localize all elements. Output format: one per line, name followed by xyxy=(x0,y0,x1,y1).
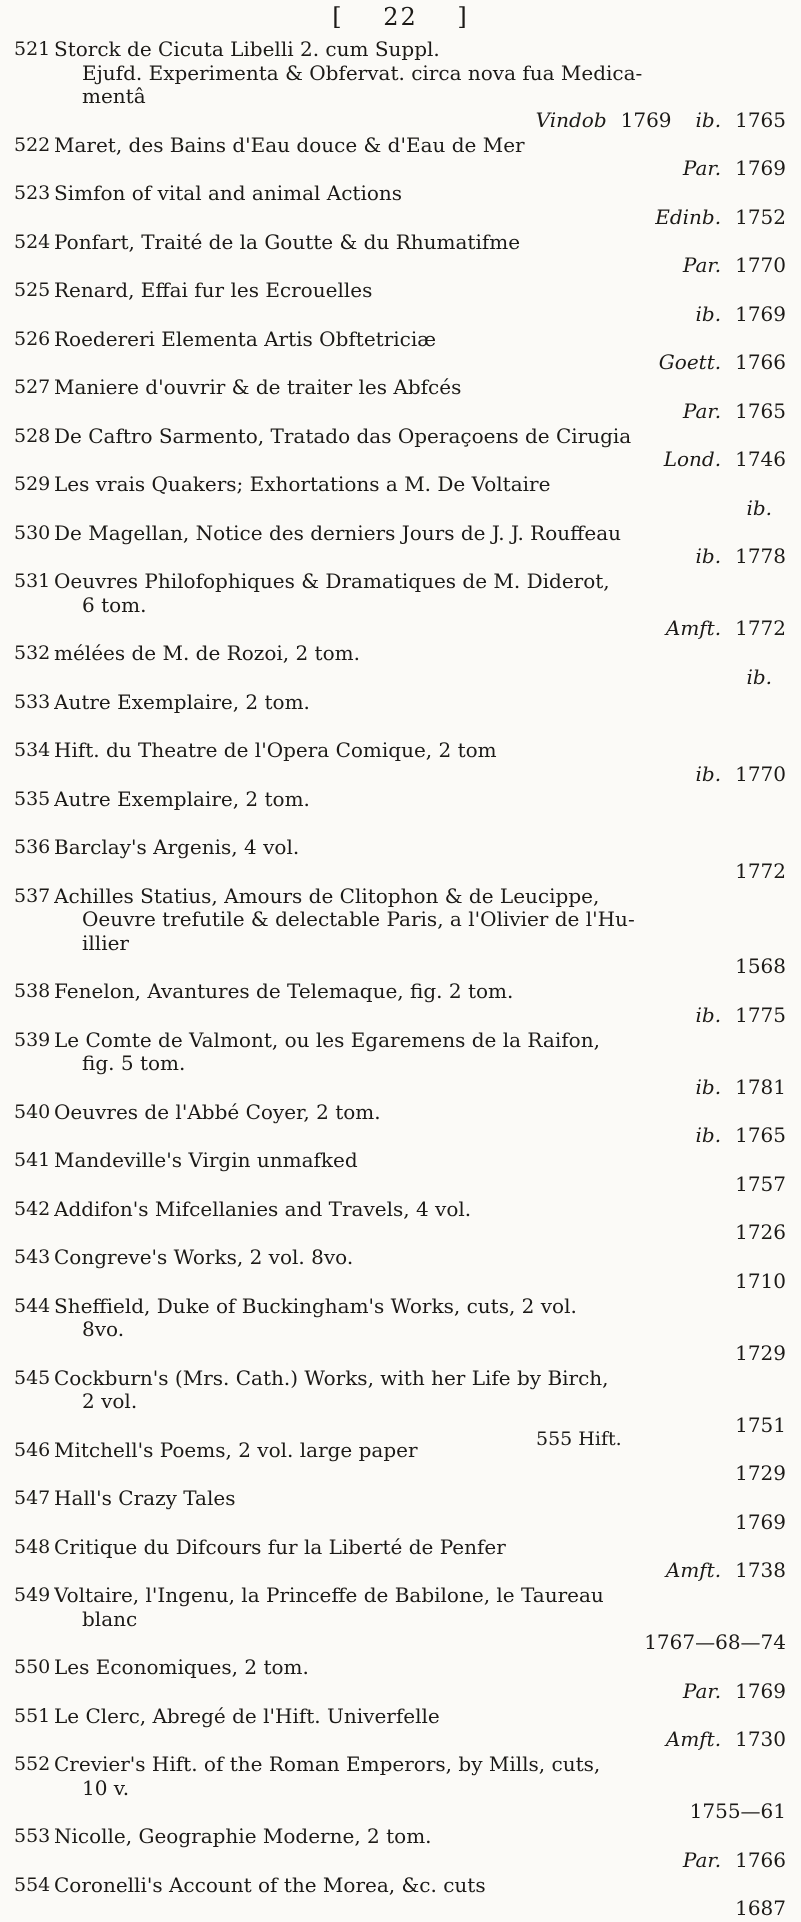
catalogue-entry xyxy=(14,788,790,835)
entry-title-line: De Caftro Sarmento, Tratado das Operaçoens de Cirugia xyxy=(54,424,632,448)
entry-title-line: Roedereri Elementa Artis Obftetriciæ xyxy=(54,327,437,351)
entry-title-line: Les vrais Quakers; Exhortations a M. De Voltaire xyxy=(54,473,551,496)
entry-title-line: illier xyxy=(82,931,129,955)
catalogue-entry xyxy=(14,1584,790,1655)
catalogue-entry xyxy=(14,1487,790,1534)
catalogue-entry xyxy=(14,1029,790,1100)
catalogue-entry xyxy=(14,1246,790,1293)
entry-date: 1765 xyxy=(735,399,786,423)
entry-imprint xyxy=(54,955,790,979)
entry-imprint xyxy=(54,1559,790,1583)
entry-number: 527 xyxy=(14,376,51,398)
entry-date: 1687 xyxy=(735,1897,786,1920)
catalogue-entry xyxy=(14,425,790,472)
entry-date: 1765 xyxy=(735,1124,786,1147)
catalogue-entry xyxy=(14,1295,790,1366)
entry-title-line: Autre Exemplaire, 2 tom. xyxy=(54,787,310,811)
entry-date: 1766 xyxy=(735,351,786,374)
catalogue-entry xyxy=(14,134,790,181)
entry-place: Amft. xyxy=(665,1559,722,1582)
entry-place: ib. xyxy=(695,1003,722,1027)
catalogue-entry xyxy=(14,376,790,423)
entry-title-line: Fenelon, Avantures de Telemaque, fig. 2 tom. xyxy=(54,980,514,1003)
entry-date: 1752 xyxy=(735,205,786,229)
entry-date: 1710 xyxy=(735,1269,786,1293)
entry-imprint xyxy=(54,666,790,690)
entry-number: 532 xyxy=(14,642,51,664)
entry-date: 1769 xyxy=(735,157,786,180)
entry-title-line: De Magellan, Notice des derniers Jours de J. J. Rouffeau xyxy=(54,521,622,545)
entry-title-line: Congreve's Works, 2 vol. 8vo. xyxy=(54,1246,354,1269)
entry-title-line: Hift. du Theatre de l'Opera Comique, 2 tom xyxy=(54,739,497,762)
entry-title-line: Addifon's Mifcellanies and Travels, 4 vol. xyxy=(54,1197,472,1221)
entry-imprint xyxy=(54,351,790,375)
entry-title-line: Coronelli's Account of the Morea, &c. cuts xyxy=(54,1873,486,1897)
entry-number: 530 xyxy=(14,521,51,544)
entry-title-line: Ejufd. Experimenta & Obfervat. circa nova fua Medica- xyxy=(82,61,643,85)
entry-date: 1781 xyxy=(735,1075,786,1099)
entry-number: 544 xyxy=(14,1294,51,1317)
entry-place: Lond. xyxy=(663,448,722,471)
entry-date: 1778 xyxy=(735,545,786,568)
catalogue-entry xyxy=(14,1705,790,1752)
entry-number: 539 xyxy=(14,1028,51,1051)
entry-imprint xyxy=(54,497,790,521)
entry-imprint xyxy=(54,206,790,230)
entry-date: 1772 xyxy=(735,859,786,883)
catalogue-entry xyxy=(14,739,790,786)
entry-date: 1769 xyxy=(735,302,786,326)
entry-date: 1757 xyxy=(735,1172,786,1196)
catalogue-entry xyxy=(14,1101,790,1148)
entry-title-line: fig. 5 tom. xyxy=(82,1052,186,1075)
entry-imprint xyxy=(54,1270,790,1294)
entry-number: 533 xyxy=(14,690,51,713)
entry-number: 524 xyxy=(14,230,51,253)
entry-number: 551 xyxy=(14,1704,51,1727)
entry-place: ib. xyxy=(695,762,722,786)
catalogue-entry xyxy=(14,473,790,520)
entry-title-line: 6 tom. xyxy=(82,593,147,617)
catalogue-entry xyxy=(14,1874,790,1921)
entry-imprint xyxy=(54,109,790,133)
entry-date: 1738 xyxy=(735,1559,786,1582)
entry-imprint xyxy=(54,1800,790,1824)
entry-imprint xyxy=(54,1462,790,1486)
catalogue-entry xyxy=(14,691,790,738)
entry-place: Par. xyxy=(682,157,722,180)
entry-imprint xyxy=(54,545,790,569)
entry-date-2: 1765 xyxy=(735,108,786,132)
entry-imprint xyxy=(54,1342,790,1366)
entry-number: 546 xyxy=(14,1438,51,1461)
entry-date: 1729 xyxy=(735,1462,786,1485)
entry-number: 553 xyxy=(14,1825,51,1847)
entry-title-line: 2 vol. xyxy=(82,1390,138,1413)
entry-number: 525 xyxy=(14,279,51,301)
entry-place: ib. xyxy=(695,1124,722,1147)
entry-date: 1729 xyxy=(735,1341,786,1365)
entry-title-line: 8vo. xyxy=(82,1318,125,1341)
entry-title-line: Critique du Difcours fur la Liberté de Penfer xyxy=(54,1535,506,1559)
entry-title-line: Renard, Effai fur les Ecrouelles xyxy=(54,279,373,302)
entry-number: 528 xyxy=(14,424,51,447)
entry-number: 545 xyxy=(14,1366,51,1389)
entry-number: 541 xyxy=(14,1149,51,1171)
entry-place: Par. xyxy=(682,1848,722,1872)
entry-date: 1767—68—74 xyxy=(644,1631,786,1654)
entry-imprint xyxy=(54,1076,790,1100)
entry-date: 1775 xyxy=(735,1003,786,1027)
entry-date: 1770 xyxy=(735,254,786,277)
entry-imprint xyxy=(54,1680,790,1704)
entry-number: 537 xyxy=(14,884,51,907)
entry-title-line: Mitchell's Poems, 2 vol. large paper xyxy=(54,1438,418,1462)
catalogue-list xyxy=(14,38,790,1922)
entry-title-line: Storck de Cicuta Libelli 2. cum Suppl. xyxy=(54,38,440,61)
entry-title-line: Barclay's Argenis, 4 vol. xyxy=(54,836,300,859)
entry-title-line: Cockburn's (Mrs. Cath.) Works, with her Life by Birch, xyxy=(54,1366,609,1390)
entry-title-line: Maret, des Bains d'Eau douce & d'Eau de Mer xyxy=(54,133,525,157)
entry-title-line: Oeuvres de l'Abbé Coyer, 2 tom. xyxy=(54,1100,381,1124)
catalogue-entry xyxy=(14,231,790,278)
entry-title-line: Sheffield, Duke of Buckingham's Works, cuts, 2 vol. xyxy=(54,1294,577,1318)
catalogue-entry xyxy=(14,570,790,641)
entry-imprint xyxy=(54,1221,790,1245)
entry-imprint xyxy=(54,1728,790,1752)
entry-imprint xyxy=(54,1004,790,1028)
entry-place: Par. xyxy=(682,399,722,423)
catalogue-entry xyxy=(14,38,790,132)
catalogue-entry xyxy=(14,522,790,569)
entry-title-line: blanc xyxy=(82,1607,138,1631)
entry-number: 531 xyxy=(14,570,51,592)
entry-place: Par. xyxy=(682,1679,722,1703)
catalogue-entry xyxy=(14,1825,790,1872)
entry-place-2: ib. xyxy=(695,108,722,132)
entry-place: Amft. xyxy=(665,1728,722,1751)
entry-title-line: Autre Exemplaire, 2 tom. xyxy=(54,690,310,714)
entry-number: 522 xyxy=(14,133,51,156)
entry-number: 521 xyxy=(14,38,51,60)
entry-number: 536 xyxy=(14,836,51,858)
entry-number: 529 xyxy=(14,473,51,495)
catalogue-entry xyxy=(14,980,790,1027)
entry-number: 552 xyxy=(14,1753,51,1775)
entry-imprint xyxy=(54,1631,790,1655)
entry-number: 543 xyxy=(14,1246,51,1268)
entry-number: 554 xyxy=(14,1873,51,1896)
catchword: 555 Hift. xyxy=(536,1428,622,1450)
page-number: 22 xyxy=(383,3,418,31)
catalogue-entry xyxy=(14,279,790,326)
entry-imprint xyxy=(54,1897,790,1921)
entry-date: 1772 xyxy=(735,617,786,640)
entry-date: 1726 xyxy=(735,1221,786,1244)
entry-date: 1568 xyxy=(735,955,786,978)
entry-title-line: 10 v. xyxy=(82,1776,130,1800)
entry-date: 1730 xyxy=(735,1728,786,1751)
entry-number: 549 xyxy=(14,1584,51,1606)
entry-imprint xyxy=(54,1124,790,1148)
entry-imprint xyxy=(54,1849,790,1873)
entry-date: 1769 xyxy=(735,1510,786,1534)
entry-title-line: Maniere d'ouvrir & de traiter les Abfcés xyxy=(54,376,462,399)
entry-title-line: mélées de M. de Rozoi, 2 tom. xyxy=(54,642,360,665)
entry-date: 1746 xyxy=(735,448,786,471)
catalogue-entry xyxy=(14,1536,790,1583)
catalogue-entry xyxy=(14,1439,790,1486)
entry-date: 1755—61 xyxy=(689,1800,786,1823)
entry-imprint xyxy=(54,617,790,641)
entry-date: 1766 xyxy=(735,1848,786,1872)
entry-number: 535 xyxy=(14,787,51,810)
entry-number: 542 xyxy=(14,1197,51,1220)
catalogue-entry xyxy=(14,1656,790,1703)
entry-imprint xyxy=(54,157,790,181)
entry-title-line: Les Economiques, 2 tom. xyxy=(54,1656,309,1679)
entry-place: Goett. xyxy=(658,351,722,374)
catalogue-entry xyxy=(14,642,790,689)
catalogue-entry xyxy=(14,1753,790,1824)
entry-place: Edinb. xyxy=(655,205,722,229)
catalogue-entry xyxy=(14,328,790,375)
entry-title-line: Nicolle, Geographie Moderne, 2 tom. xyxy=(54,1825,432,1848)
entry-number: 547 xyxy=(14,1487,51,1509)
entry-date: 1769 xyxy=(735,1679,786,1703)
entry-title-line: Le Clerc, Abregé de l'Hift. Univerfelle xyxy=(54,1704,440,1728)
entry-number: 548 xyxy=(14,1535,51,1558)
catalogue-entry xyxy=(14,182,790,229)
page-header xyxy=(0,0,801,34)
catalogue-entry xyxy=(14,1198,790,1245)
entry-title-line: Simfon of vital and animal Actions xyxy=(54,182,403,205)
entry-imprint xyxy=(54,400,790,424)
entry-date: 1770 xyxy=(735,762,786,786)
entry-imprint xyxy=(54,448,790,472)
entry-title-line: Ponfart, Traité de la Goutte & du Rhumatifme xyxy=(54,230,521,254)
entry-title-line: Oeuvre trefutile & delectable Paris, a l'Olivier de l'Hu- xyxy=(82,908,635,931)
entry-imprint xyxy=(54,303,790,327)
entry-imprint xyxy=(54,763,790,787)
entry-date: 1751 xyxy=(735,1413,786,1437)
entry-imprint xyxy=(54,860,790,884)
entry-place: ib. xyxy=(746,496,772,520)
entry-number: 523 xyxy=(14,182,51,204)
entry-place: Par. xyxy=(682,254,722,277)
entry-imprint xyxy=(54,254,790,278)
entry-imprint xyxy=(54,1173,790,1197)
entry-place: ib. xyxy=(695,1075,722,1099)
entry-number: 550 xyxy=(14,1656,51,1678)
entry-place: ib. xyxy=(695,302,722,326)
catalogue-entry xyxy=(14,885,790,979)
entry-place: ib. xyxy=(695,545,722,568)
bracket-open: [ xyxy=(332,3,344,31)
entry-imprint xyxy=(54,811,790,835)
entry-imprint xyxy=(54,1414,790,1438)
entry-date: 1769 xyxy=(620,108,672,132)
entry-place: Vindob xyxy=(535,108,607,132)
entry-title-line: Le Comte de Valmont, ou les Egaremens de la Raifon, xyxy=(54,1028,600,1052)
bracket-close: ] xyxy=(457,3,469,31)
catalogue-entry xyxy=(14,1367,790,1438)
catalogue-entry xyxy=(14,836,790,883)
entry-number: 538 xyxy=(14,980,51,1002)
entry-number: 534 xyxy=(14,739,51,761)
entry-number: 540 xyxy=(14,1100,51,1123)
entry-title-line: Hall's Crazy Tales xyxy=(54,1487,236,1510)
entry-imprint xyxy=(54,1511,790,1535)
entry-title-line: Voltaire, l'Ingenu, la Princeffe de Babilone, le Taureau xyxy=(54,1584,604,1607)
entry-place: Amft. xyxy=(665,617,722,640)
entry-title-line: Mandeville's Virgin unmafked xyxy=(54,1149,358,1172)
entry-number: 526 xyxy=(14,327,51,350)
entry-place: ib. xyxy=(746,665,772,689)
entry-imprint xyxy=(54,714,790,738)
catalogue-entry xyxy=(14,1149,790,1196)
entry-title-line: Achilles Statius, Amours de Clitophon & de Leucippe, xyxy=(54,884,600,908)
entry-title-line: Crevier's Hift. of the Roman Emperors, by Mills, cuts, xyxy=(54,1753,601,1776)
entry-title-line: mentâ xyxy=(82,85,146,108)
entry-title-line: Oeuvres Philofophiques & Dramatiques de M. Diderot, xyxy=(54,570,610,593)
